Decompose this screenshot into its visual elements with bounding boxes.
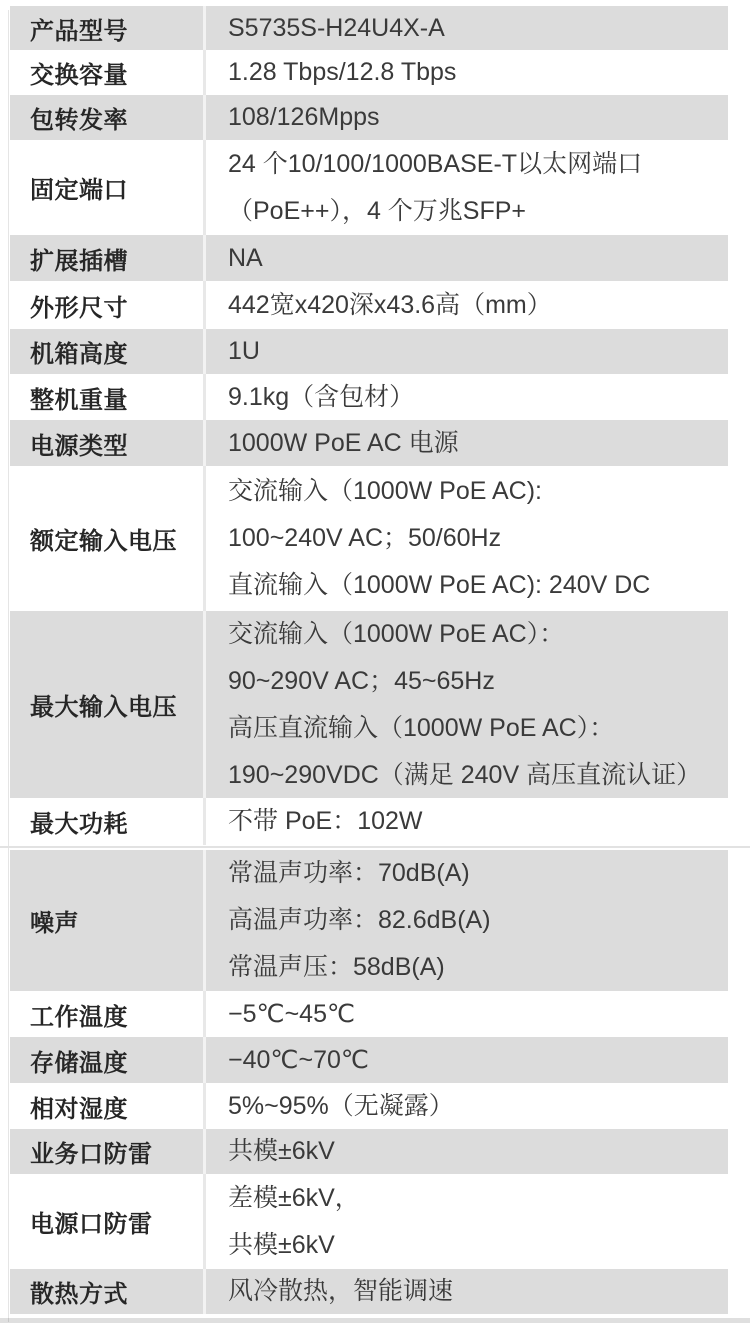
- spec-value: [206, 95, 728, 140]
- spec-value-line: 442宽x420深x43.6高（mm）: [228, 290, 552, 319]
- spec-row: [10, 1174, 728, 1269]
- spec-row: [10, 991, 728, 1037]
- spec-row: [10, 95, 728, 140]
- spec-value-line: 风冷散热，智能调速: [228, 1277, 454, 1305]
- spec-value-line: 1000W PoE AC 电源: [228, 428, 459, 457]
- spec-value-line: 常温声功率：70dB(A): [228, 859, 470, 887]
- spec-row: [10, 6, 728, 50]
- spec-label: 额定输入电压: [10, 466, 203, 611]
- spec-value-line: （PoE++），4 个万兆SFP+: [228, 196, 527, 225]
- spec-value: [206, 1174, 728, 1269]
- spec-row: [10, 420, 728, 466]
- spec-row: [10, 1037, 728, 1083]
- spec-row: [10, 1269, 728, 1314]
- spec-value: [206, 850, 728, 991]
- spec-value: [206, 991, 728, 1037]
- spec-label: 最大功耗: [10, 798, 203, 845]
- spec-value: [206, 374, 728, 420]
- spec-value-line: S5735S-H24U4X-A: [228, 13, 445, 42]
- spec-value-line: −40℃~70℃: [228, 1045, 369, 1074]
- spec-value-line: 90~290V AC；45~65Hz: [228, 666, 495, 695]
- spec-value: [206, 281, 728, 329]
- spec-value: [206, 140, 728, 235]
- spec-value-line: 高压直流输入（1000W PoE AC）：: [228, 713, 615, 742]
- spec-value: [206, 420, 728, 466]
- spec-label: 散热方式: [10, 1269, 203, 1314]
- spec-value: [206, 1129, 728, 1174]
- spec-value: [206, 611, 728, 798]
- spec-row: [10, 611, 728, 798]
- spec-row: [10, 1083, 728, 1129]
- spec-row: [10, 50, 728, 95]
- spec-value: [206, 1037, 728, 1083]
- spec-label: 相对湿度: [10, 1083, 203, 1129]
- spec-value-line: 1.28 Tbps/12.8 Tbps: [228, 58, 457, 86]
- spec-value-line: 9.1kg（含包材）: [228, 382, 415, 411]
- spec-label: 最大输入电压: [10, 611, 203, 798]
- spec-value-line: 5%~95%（无凝露）: [228, 1091, 454, 1120]
- spec-row: [10, 466, 728, 611]
- spec-value: [206, 6, 728, 50]
- spec-row: [10, 235, 728, 281]
- spec-value-line: NA: [228, 243, 263, 272]
- spec-value-line: 190~290VDC（满足 240V 高压直流认证）: [228, 760, 702, 789]
- spec-label: 外形尺寸: [10, 281, 203, 329]
- product-spec-page: [0, 6, 750, 1329]
- spec-value: [206, 235, 728, 281]
- spec-row: [10, 850, 728, 991]
- spec-label: 存储温度: [10, 1037, 203, 1083]
- spec-value-line: 共模±6kV: [228, 1137, 335, 1165]
- section-divider: [10, 845, 728, 850]
- spec-value-line: 常温声压：58dB(A): [228, 953, 445, 981]
- spec-value: [206, 1083, 728, 1129]
- spec-value-line: 100~240V AC；50/60Hz: [228, 524, 502, 552]
- spec-value: [206, 466, 728, 611]
- spec-row: [10, 140, 728, 235]
- spec-value-line: 交流输入（1000W PoE AC):: [228, 477, 542, 505]
- spec-label: 业务口防雷: [10, 1129, 203, 1174]
- spec-label: 产品型号: [10, 6, 203, 50]
- spec-label: 机箱高度: [10, 329, 203, 374]
- spec-label: 固定端口: [10, 140, 203, 235]
- spec-value-line: 直流输入（1000W PoE AC): 240V DC: [228, 571, 651, 599]
- spec-label: 电源口防雷: [10, 1174, 203, 1269]
- spec-value-line: 共模±6kV: [228, 1230, 335, 1259]
- spec-row: [10, 281, 728, 329]
- spec-value-line: 24 个10/100/1000BASE-T以太网端口: [228, 149, 643, 178]
- section-divider-line: [0, 846, 750, 848]
- table-bottom-border: [0, 1318, 750, 1323]
- spec-value-line: 高温声功率：82.6dB(A): [228, 906, 491, 934]
- spec-label: 工作温度: [10, 991, 203, 1037]
- spec-row: [10, 798, 728, 845]
- spec-value: [206, 50, 728, 95]
- spec-value-line: 差模±6kV，: [228, 1183, 360, 1212]
- spec-label: 交换容量: [10, 50, 203, 95]
- spec-label: 包转发率: [10, 95, 203, 140]
- spec-row: [10, 329, 728, 374]
- spec-value-line: 1U: [228, 337, 260, 365]
- spec-value-line: 108/126Mpps: [228, 103, 380, 131]
- spec-label: 电源类型: [10, 420, 203, 466]
- spec-value-line: 不带 PoE：102W: [228, 807, 423, 835]
- spec-row: [10, 1129, 728, 1174]
- spec-label: 扩展插槽: [10, 235, 203, 281]
- spec-value: [206, 1269, 728, 1314]
- spec-label: 噪声: [10, 850, 203, 991]
- spec-value: [206, 329, 728, 374]
- spec-value: [206, 798, 728, 845]
- spec-value-line: 交流输入（1000W PoE AC）：: [228, 619, 565, 648]
- spec-label: 整机重量: [10, 374, 203, 420]
- table-left-border: [8, 10, 9, 1322]
- spec-value-line: −5℃~45℃: [228, 999, 356, 1028]
- spec-table: [10, 6, 728, 1314]
- spec-row: [10, 374, 728, 420]
